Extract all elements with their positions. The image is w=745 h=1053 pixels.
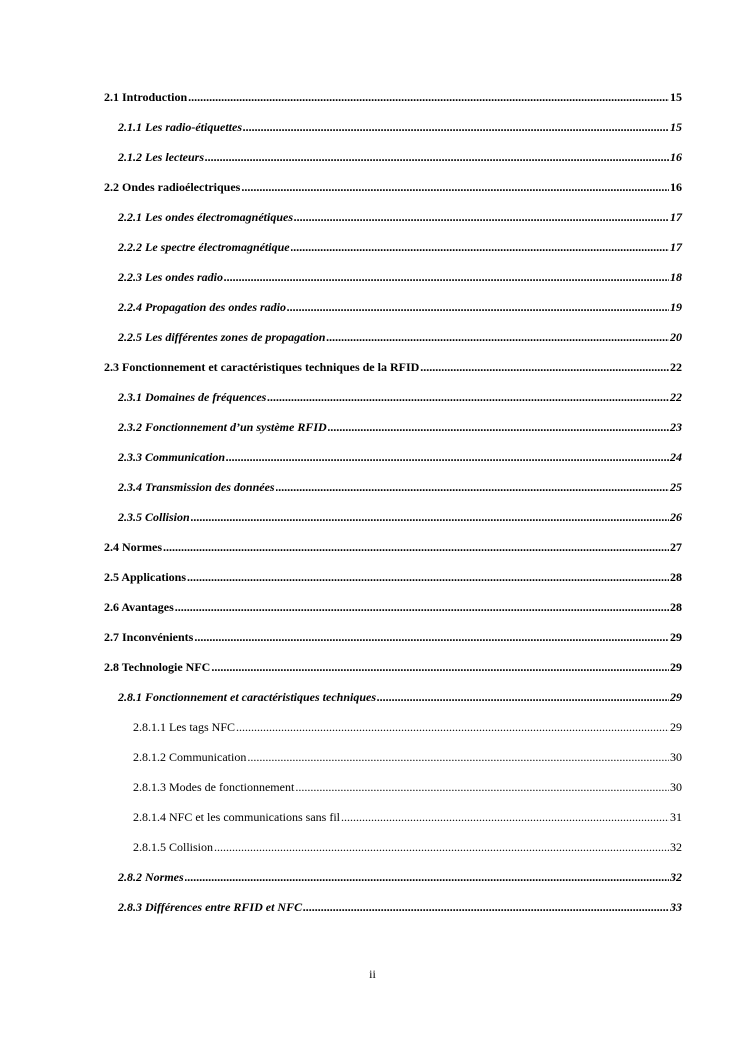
toc-entry-page: 17 — [670, 240, 682, 254]
toc-entry-page: 33 — [670, 900, 682, 914]
toc-entry-title: 2.8.1.5 Collision — [133, 840, 214, 854]
toc-leader-dots — [226, 450, 669, 464]
toc-entry-title: 2.1 Introduction — [104, 90, 188, 104]
toc-entry[interactable] — [104, 660, 682, 674]
toc-leader-dots — [185, 870, 669, 884]
toc-leader-dots — [211, 660, 669, 674]
page-number: ii — [369, 967, 376, 981]
toc-leader-dots — [236, 720, 669, 734]
toc-entry-title: 2.3.1 Domaines de fréquences — [118, 390, 267, 404]
toc-entry-title: 2.6 Avantages — [104, 600, 174, 614]
toc-entry-page: 17 — [670, 210, 682, 224]
toc-entry-page: 29 — [670, 690, 682, 704]
toc-entry-page: 18 — [670, 270, 682, 284]
toc-entry[interactable] — [104, 540, 682, 554]
toc-entry-page: 23 — [670, 420, 682, 434]
toc-entry-page: 25 — [670, 480, 682, 494]
toc-entry-page: 16 — [670, 150, 682, 164]
toc-leader-dots — [326, 330, 669, 344]
toc-leader-dots — [267, 390, 669, 404]
toc-entry-title: 2.3.4 Transmission des données — [118, 480, 275, 494]
toc-entry[interactable] — [118, 270, 682, 284]
toc-entry[interactable] — [118, 390, 682, 404]
toc-entry[interactable] — [118, 300, 682, 314]
toc-entry[interactable] — [118, 210, 682, 224]
toc-entry-title: 2.8.1.3 Modes de fonctionnement — [133, 780, 295, 794]
toc-entry[interactable] — [118, 690, 682, 704]
toc-entry-page: 24 — [670, 450, 682, 464]
toc-entry-title: 2.3.2 Fonctionnement d’un système RFID — [118, 420, 327, 434]
toc-leader-dots — [328, 420, 669, 434]
toc-leader-dots — [205, 150, 669, 164]
toc-entry[interactable] — [118, 870, 682, 884]
toc-entry[interactable] — [118, 450, 682, 464]
toc-entry[interactable] — [118, 240, 682, 254]
toc-entry-page: 26 — [670, 510, 682, 524]
toc-entry-page: 22 — [670, 390, 682, 404]
toc-entry-title: 2.2.5 Les différentes zones de propagation — [118, 330, 326, 344]
toc-entry-title: 2.2.3 Les ondes radio — [118, 270, 223, 284]
toc-leader-dots — [188, 90, 669, 104]
toc-entry[interactable] — [118, 480, 682, 494]
toc-leader-dots — [276, 480, 669, 494]
toc-entry[interactable] — [104, 630, 682, 644]
toc-entry-page: 15 — [670, 90, 682, 104]
toc-entry-title: 2.2.1 Les ondes électromagnétiques — [118, 210, 293, 224]
toc-entry[interactable] — [133, 810, 682, 824]
toc-leader-dots — [295, 780, 669, 794]
toc-entry[interactable] — [118, 420, 682, 434]
toc-entry[interactable] — [133, 750, 682, 764]
toc-entry[interactable] — [118, 120, 682, 134]
toc-leader-dots — [187, 570, 669, 584]
toc-entry-page: 32 — [670, 870, 682, 884]
toc-leader-dots — [243, 120, 669, 134]
toc-entry-title: 2.8 Technologie NFC — [104, 660, 211, 674]
toc-entry[interactable] — [133, 720, 682, 734]
toc-entry-title: 2.2.2 Le spectre électromagnétique — [118, 240, 290, 254]
toc-entry-title: 2.5 Applications — [104, 570, 187, 584]
toc-entry-page: 19 — [670, 300, 682, 314]
toc-entry-page: 28 — [670, 570, 682, 584]
toc-leader-dots — [303, 900, 669, 914]
toc-entry-title: 2.2.4 Propagation des ondes radio — [118, 300, 287, 314]
toc-leader-dots — [287, 300, 669, 314]
toc-entry-page: 29 — [670, 720, 682, 734]
toc-entry-page: 31 — [670, 810, 682, 824]
toc-entry-page: 29 — [670, 660, 682, 674]
toc-entry-page: 28 — [670, 600, 682, 614]
toc-entry-page: 15 — [670, 120, 682, 134]
toc-entry-title: 2.4 Normes — [104, 540, 162, 554]
toc-entry[interactable] — [118, 150, 682, 164]
toc-entry-page: 22 — [670, 360, 682, 374]
toc-entry-page: 16 — [670, 180, 682, 194]
toc-leader-dots — [294, 210, 669, 224]
toc-leader-dots — [194, 630, 669, 644]
toc-entry-page: 20 — [670, 330, 682, 344]
toc-entry-title: 2.1.1 Les radio-étiquettes — [118, 120, 242, 134]
toc-entry-page: 29 — [670, 630, 682, 644]
toc-entry-title: 2.8.1.2 Communication — [133, 750, 247, 764]
toc-entry[interactable] — [104, 180, 682, 194]
toc-entry[interactable] — [118, 330, 682, 344]
toc-entry[interactable] — [133, 840, 682, 854]
toc-leader-dots — [377, 690, 669, 704]
toc-leader-dots — [420, 360, 669, 374]
toc-entry[interactable] — [104, 360, 682, 374]
toc-entry-page: 30 — [670, 780, 682, 794]
toc-entry-page: 27 — [670, 540, 682, 554]
toc-entry-title: 2.3 Fonctionnement et caractéristiques techniques de la RFID — [104, 360, 420, 374]
toc-entry[interactable] — [118, 900, 682, 914]
toc-entry-title: 2.8.3 Différences entre RFID et NFC — [118, 900, 303, 914]
toc-entry[interactable] — [118, 510, 682, 524]
toc-entry-title: 2.3.5 Collision — [118, 510, 190, 524]
toc-leader-dots — [224, 270, 669, 284]
toc-leader-dots — [175, 600, 669, 614]
toc-entry-title: 2.8.1 Fonctionnement et caractéristiques techniques — [118, 690, 377, 704]
toc-entry-page: 32 — [670, 840, 682, 854]
toc-entry[interactable] — [133, 780, 682, 794]
toc-entry-title: 2.2 Ondes radioélectriques — [104, 180, 241, 194]
toc-leader-dots — [163, 540, 669, 554]
toc-entry[interactable] — [104, 570, 682, 584]
toc-entry-title: 2.1.2 Les lecteurs — [118, 150, 204, 164]
toc-entry-title: 2.7 Inconvénients — [104, 630, 194, 644]
toc-entry-title: 2.8.1.4 NFC et les communications sans fil — [133, 810, 340, 824]
toc-entry[interactable] — [104, 90, 682, 104]
toc-entry-title: 2.8.2 Normes — [118, 870, 184, 884]
toc-entry-title: 2.8.1.1 Les tags NFC — [133, 720, 235, 734]
toc-leader-dots — [241, 180, 669, 194]
toc-leader-dots — [291, 240, 669, 254]
toc-leader-dots — [341, 810, 669, 824]
toc-leader-dots — [247, 750, 669, 764]
toc-leader-dots — [214, 840, 669, 854]
toc-entry-title: 2.3.3 Communication — [118, 450, 226, 464]
toc-leader-dots — [191, 510, 669, 524]
toc-entry-page: 30 — [670, 750, 682, 764]
toc-entry[interactable] — [104, 600, 682, 614]
